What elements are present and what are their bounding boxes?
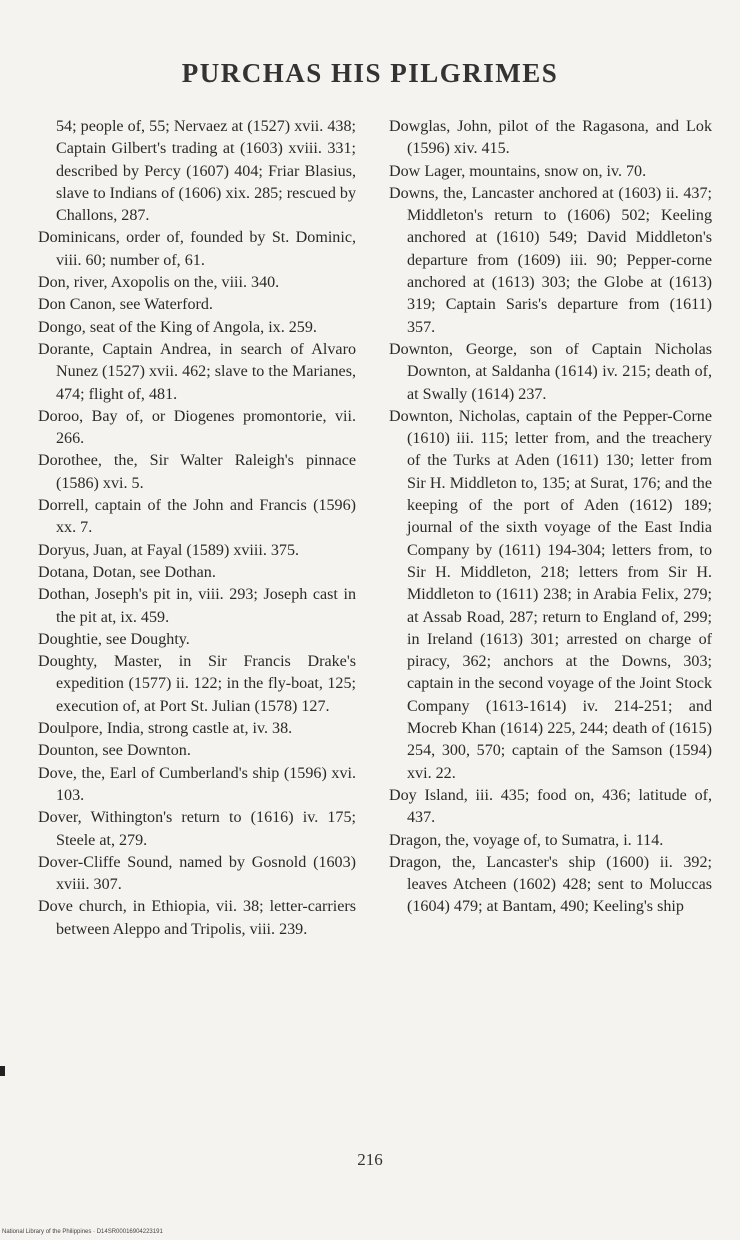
index-entry: Doughty, Master, in Sir Francis Drake's expedition (1577) ii. 122; in the fly-boat, 125; execution of, at Port St. Julian (1578) 127. [38, 653, 356, 715]
index-entry: 54; people of, 55; Nervaez at (1527) xvii. 438; Captain Gilbert's trading at (1603) xviii. 331; described by Percy (1607) 404; Friar Blasius, slave to Indians of (1606) xix. 285; rescued by Challons, 287. [56, 118, 356, 225]
index-entry: Dothan, Joseph's pit in, viii. 293; Joseph cast in the pit at, ix. 459. [38, 586, 356, 626]
index-entry: Don, river, Axopolis on the, viii. 340. [38, 274, 280, 292]
index-entry: Don Canon, see Waterford. [38, 296, 213, 314]
index-entry: Dorothee, the, Sir Walter Raleigh's pinnace (1586) xvi. 5. [38, 452, 356, 492]
index-entry: Downton, George, son of Captain Nicholas Downton, at Saldanha (1614) iv. 215; death of, at Swally (1614) 237. [389, 340, 712, 403]
index-entry: Downs, the, Lancaster anchored at (1603) ii. 437; Middleton's return to (1606) 502; Keeling anchored at (1610) 549; David Middleton's departure from (1609) iii. 90; Pepper-corne anchored at (1613) 303; the Globe at (1613) 319; Captain Saris's departure from (1611) 357. [389, 184, 712, 336]
index-column-right [389, 116, 712, 919]
index-entry: Dove, the, Earl of Cumberland's ship (1596) xvi. 103. [38, 764, 356, 804]
index-entry: Dover-Cliffe Sound, named by Gosnold (1603) xviii. 307. [38, 853, 356, 894]
index-entry: Doulpore, India, strong castle at, iv. 38. [38, 720, 293, 738]
margin-mark [0, 1066, 5, 1076]
index-entry: Doy Island, iii. 435; food on, 436; latitude of, 437. [389, 786, 712, 827]
index-column-left [38, 116, 356, 941]
index-entry: Dove church, in Ethiopia, vii. 38; letter-carriers between Aleppo and Tripolis, viii. 239. [38, 898, 356, 938]
page-title: PURCHAS HIS PILGRIMES [181, 58, 559, 88]
index-entry: Dongo, seat of the King of Angola, ix. 259. [38, 318, 317, 336]
index-entry: Dow Lager, mountains, snow on, iv. 70. [389, 162, 647, 180]
index-entry: Dominicans, order of, founded by St. Dominic, viii. 60; number of, 61. [38, 229, 356, 269]
index-entry: Dounton, see Downton. [38, 742, 191, 760]
scan-footer: National Library of the Philippines · D14SR00016904223191 [2, 1229, 163, 1235]
index-entry: Dragon, the, Lancaster's ship (1600) ii. 392; leaves Atcheen (1602) 428; sent to Moluccas (1604) 479; at Bantam, 490; Keeling's ship [389, 853, 712, 916]
index-entry: Doryus, Juan, at Fayal (1589) xviii. 375. [38, 541, 300, 559]
index-entry: Doughtie, see Doughty. [38, 630, 190, 648]
index-entry: Dragon, the, voyage of, to Sumatra, i. 114. [389, 831, 664, 849]
index-entry: Dorante, Captain Andrea, in search of Alvaro Nunez (1527) xvii. 462; slave to the Marianes, 474; flight of, 481. [38, 340, 356, 403]
index-entry: Downton, Nicholas, captain of the Pepper-Corne (1610) iii. 115; letter from, and the treachery of the Turks at Aden (1611) 130; letter from Sir H. Middleton to, 135; at Surat, 176; and the keeping of the port of Aden (1612) 189; journal of the sixth voyage of the East India Company by (1611) 194-304; letters from, to Sir H. Middleton, 218; letters from Sir H. Middleton to (1611) 238; in Arabia Felix, 279; at Assab Road, 287; return to England of, 299; in Ireland (1613) 301; arrested on charge of piracy, 362; anchors at the Downs, 303; captain in the second voyage of the Joint Stock Company (1613-1614) iv. 214-251; and Mocreb Khan (1614) 225, 244; death of (1615) 254, 300, 570; captain of the Samson (1594) xvi. 22. [389, 407, 712, 782]
index-entry: Dover, Withington's return to (1616) iv. 175; Steele at, 279. [38, 809, 356, 849]
index-entry: Doroo, Bay of, or Diogenes promontorie, vii. 266. [38, 407, 356, 448]
index-entry: Dorrell, captain of the John and Francis (1596) xx. 7. [38, 497, 356, 537]
page-number: 216 [357, 1150, 383, 1169]
index-entry: Dotana, Dotan, see Dothan. [38, 563, 216, 581]
index-entry: Dowglas, John, pilot of the Ragasona, and Lok (1596) xiv. 415. [389, 118, 712, 158]
